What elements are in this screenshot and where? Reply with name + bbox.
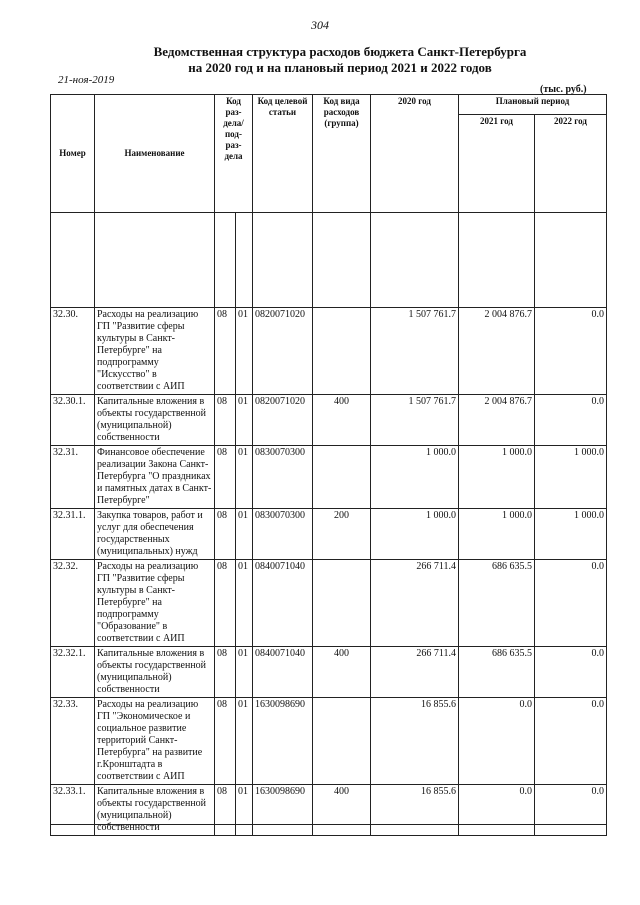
- header-number: Номер: [51, 95, 95, 213]
- row-section: 08: [215, 560, 236, 647]
- bottom-rule: [50, 824, 606, 825]
- row-name: Капитальные вложения в объекты государственной (муниципальной) собственности: [95, 647, 215, 698]
- row-target-code: 1630098690: [253, 785, 313, 836]
- row-amount-2020: 16 855.6: [371, 698, 459, 785]
- row-name: Капитальные вложения в объекты государственной (муниципальной) собственности: [95, 395, 215, 446]
- header-gap-row: [51, 213, 607, 308]
- row-amount-2021: 0.0: [459, 785, 535, 836]
- row-name: Расходы на реализацию ГП "Развитие сферы культуры в Санкт-Петербурге" на подпрограмму "Образование" в соответствии с АИП: [95, 560, 215, 647]
- row-number: 32.32.: [51, 560, 95, 647]
- row-name: Расходы на реализацию ГП "Развитие сферы культуры в Санкт-Петербурге" на подпрограмму "Искусство" в соответствии с АИП: [95, 308, 215, 395]
- header-name: Наименование: [95, 95, 215, 213]
- budget-table: [50, 94, 607, 836]
- document-title: [60, 44, 620, 76]
- row-amount-2022: 1 000.0: [535, 509, 607, 560]
- row-amount-2021: 1 000.0: [459, 509, 535, 560]
- table-row: [51, 785, 607, 836]
- row-amount-2022: 0.0: [535, 560, 607, 647]
- header-planned-period: Плановый период: [459, 95, 607, 115]
- row-amount-2020: 1 507 761.7: [371, 308, 459, 395]
- row-amount-2022: 0.0: [535, 785, 607, 836]
- row-subsection: 01: [236, 509, 253, 560]
- row-section: 08: [215, 308, 236, 395]
- row-target-code: 0830070300: [253, 509, 313, 560]
- row-name: Финансовое обеспечение реализации Закона Санкт-Петербурга "О праздниках и памятных датах в Санкт-Петербурге": [95, 446, 215, 509]
- header-target: Код целевой статьи: [253, 95, 313, 213]
- table-row: [51, 509, 607, 560]
- row-section: 08: [215, 647, 236, 698]
- row-subsection: 01: [236, 785, 253, 836]
- row-expense-type: 400: [313, 785, 371, 836]
- title-line-2: на 2020 год и на плановый период 2021 и 2022 годов: [188, 60, 492, 75]
- row-expense-type: 400: [313, 647, 371, 698]
- row-amount-2020: 266 711.4: [371, 647, 459, 698]
- row-amount-2020: 1 507 761.7: [371, 395, 459, 446]
- row-name: Капитальные вложения в объекты государственной (муниципальной) собственности: [95, 785, 215, 836]
- row-number: 32.31.: [51, 446, 95, 509]
- row-amount-2021: 2 004 876.7: [459, 308, 535, 395]
- row-amount-2021: 686 635.5: [459, 647, 535, 698]
- row-expense-type: [313, 698, 371, 785]
- row-amount-2021: 686 635.5: [459, 560, 535, 647]
- row-target-code: 0840071040: [253, 560, 313, 647]
- row-section: 08: [215, 785, 236, 836]
- row-subsection: 01: [236, 395, 253, 446]
- row-expense-type: [313, 308, 371, 395]
- table-row: [51, 698, 607, 785]
- row-amount-2022: 0.0: [535, 395, 607, 446]
- row-name: Расходы на реализацию ГП "Экономическое и социальное развитие территорий Санкт-Петербурга" на развитие г.Кронштадта в соответствии с АИП: [95, 698, 215, 785]
- row-expense-type: 400: [313, 395, 371, 446]
- row-section: 08: [215, 446, 236, 509]
- header-section: Код раз-дела/ под-раз-дела: [215, 95, 253, 213]
- row-number: 32.33.1.: [51, 785, 95, 836]
- units-label: (тыс. руб.): [540, 84, 587, 95]
- row-section: 08: [215, 509, 236, 560]
- row-subsection: 01: [236, 308, 253, 395]
- table-body: [51, 213, 607, 836]
- header-2022: 2022 год: [535, 115, 607, 213]
- row-amount-2020: 266 711.4: [371, 560, 459, 647]
- page-number: 304: [311, 18, 329, 32]
- row-target-code: 0820071020: [253, 308, 313, 395]
- row-amount-2021: 2 004 876.7: [459, 395, 535, 446]
- row-name: Закупка товаров, работ и услуг для обеспечения государственных (муниципальных) нужд: [95, 509, 215, 560]
- row-subsection: 01: [236, 698, 253, 785]
- header-2021: 2021 год: [459, 115, 535, 213]
- row-amount-2020: 16 855.6: [371, 785, 459, 836]
- row-number: 32.30.1.: [51, 395, 95, 446]
- row-subsection: 01: [236, 446, 253, 509]
- row-subsection: 01: [236, 560, 253, 647]
- title-line-1: Ведомственная структура расходов бюджета Санкт-Петербурга: [153, 44, 527, 59]
- table-row: [51, 308, 607, 395]
- row-section: 08: [215, 698, 236, 785]
- row-amount-2022: 0.0: [535, 647, 607, 698]
- row-number: 32.30.: [51, 308, 95, 395]
- table-row: [51, 395, 607, 446]
- row-amount-2022: 1 000.0: [535, 446, 607, 509]
- row-amount-2022: 0.0: [535, 698, 607, 785]
- row-number: 32.32.1.: [51, 647, 95, 698]
- row-amount-2021: 0.0: [459, 698, 535, 785]
- row-expense-type: 200: [313, 509, 371, 560]
- row-section: 08: [215, 395, 236, 446]
- row-number: 32.31.1.: [51, 509, 95, 560]
- row-amount-2020: 1 000.0: [371, 446, 459, 509]
- table-row: [51, 647, 607, 698]
- table-row: [51, 560, 607, 647]
- table-row: [51, 446, 607, 509]
- header-expense-type: Код вида расходов (группа): [313, 95, 371, 213]
- row-amount-2020: 1 000.0: [371, 509, 459, 560]
- row-target-code: 0820071020: [253, 395, 313, 446]
- row-target-code: 0830070300: [253, 446, 313, 509]
- document-date: 21-ноя-2019: [58, 74, 115, 86]
- row-target-code: 0840071040: [253, 647, 313, 698]
- row-expense-type: [313, 560, 371, 647]
- row-target-code: 1630098690: [253, 698, 313, 785]
- row-subsection: 01: [236, 647, 253, 698]
- header-2020: 2020 год: [371, 95, 459, 213]
- row-expense-type: [313, 446, 371, 509]
- row-number: 32.33.: [51, 698, 95, 785]
- row-amount-2021: 1 000.0: [459, 446, 535, 509]
- row-amount-2022: 0.0: [535, 308, 607, 395]
